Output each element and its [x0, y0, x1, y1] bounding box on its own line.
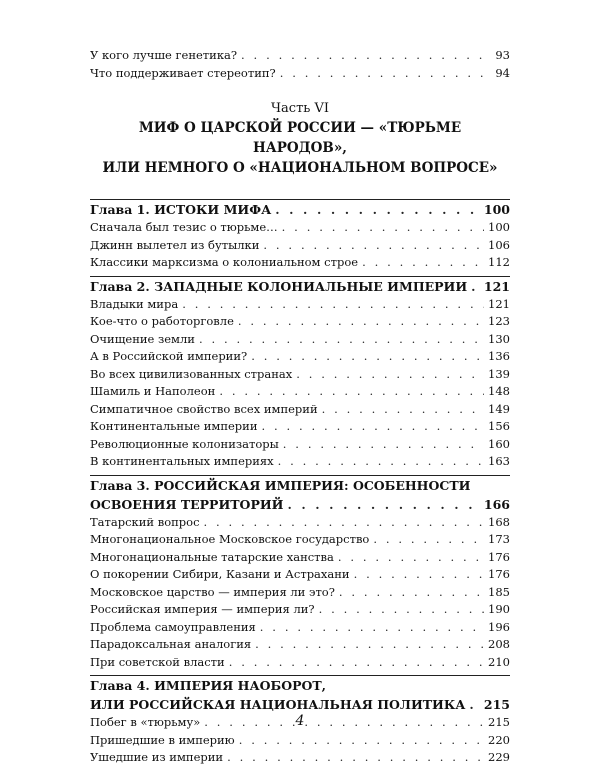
toc-entry: Во всех цивилизованных странах . . . 139	[90, 366, 510, 384]
toc-entry: У кого лучше генетика? . . . 93	[90, 47, 510, 65]
toc-entry: Джинн вылетел из бутылки . . . 106	[90, 237, 510, 255]
chapter-1-heading: Глава 1. ИСТОКИ МИФА . . . 100	[90, 200, 510, 219]
toc-entry: Революционные колонизаторы . . . 160	[90, 436, 510, 454]
toc-entry: Московское царство — империя ли это? . . . 185	[90, 584, 510, 602]
toc-entry: Многонациональное Московское государство . . . 173	[90, 531, 510, 549]
part-label: Часть VI	[270, 101, 329, 116]
page-number: 4	[295, 713, 305, 729]
toc-entry: Пришедшие в империю . . . 220	[90, 732, 510, 750]
chapter-3-heading: Глава 3. РОССИЙСКАЯ ИМПЕРИЯ: ОСОБЕННОСТИ ОСВОЕНИЯ ТЕРРИТОРИЙ . . . 166	[90, 476, 510, 514]
toc-entry: Очищение земли . . . 130	[90, 331, 510, 349]
toc-entry: Побег в «тюрьму» . . . 215	[90, 714, 510, 732]
toc-entry: Владыки мира . . . 121	[90, 296, 510, 314]
toc-entry: Парадоксальная аналогия . . . 208	[90, 636, 510, 654]
toc-entry: Российская империя — империя ли? . . . 190	[90, 601, 510, 619]
toc-entry: Что поддерживает стереотип? . . . 94	[90, 65, 510, 83]
toc-entry: Многонациональные татарские ханства . . . 176	[90, 549, 510, 567]
top-entries	[90, 47, 510, 82]
toc-entry: Проблема самоуправления . . . 196	[90, 619, 510, 637]
toc-entry: Симпатичное свойство всех империй . . . 149	[90, 401, 510, 419]
toc-entry: Сначала был тезис о тюрьме… . . . 100	[90, 219, 510, 237]
toc-entry: Татарский вопрос . . . 168	[90, 514, 510, 532]
part-title-line-1: МИФ О ЦАРСКОЙ РОССИИ — «ТЮРЬМЕ НАРОДОВ»,	[138, 120, 462, 156]
chapter-4-heading: Глава 4. ИМПЕРИЯ НАОБОРОТ, ИЛИ РОССИЙСКАЯ НАЦИОНАЛЬНАЯ ПОЛИТИКА . . . 215	[90, 676, 510, 714]
chapter-2-heading: Глава 2. ЗАПАДНЫЕ КОЛОНИАЛЬНЫЕ ИМПЕРИИ . . . 121	[90, 277, 510, 296]
toc-entry: Шамиль и Наполеон . . . 148	[90, 383, 510, 401]
toc-entry: Ушедшие из империи . . . 229	[90, 749, 510, 767]
toc-entry: Континентальные империи . . . 156	[90, 418, 510, 436]
toc-entry: Кое-что о работорговле . . . 123	[90, 313, 510, 331]
toc-entry: О покорении Сибири, Казани и Астрахани . . . 176	[90, 566, 510, 584]
table-of-contents	[90, 47, 510, 767]
toc-entry: В континентальных империях . . . 163	[90, 453, 510, 471]
toc-entry: При советской власти . . . 210	[90, 654, 510, 672]
toc-entry: А в Российской империи? . . . 136	[90, 348, 510, 366]
part-heading	[90, 100, 510, 178]
part-title-line-2: ИЛИ НЕМНОГО О «НАЦИОНАЛЬНОМ ВОПРОСЕ»	[102, 160, 498, 176]
toc-entry: Классики марксизма о колониальном строе . . . 112	[90, 254, 510, 272]
